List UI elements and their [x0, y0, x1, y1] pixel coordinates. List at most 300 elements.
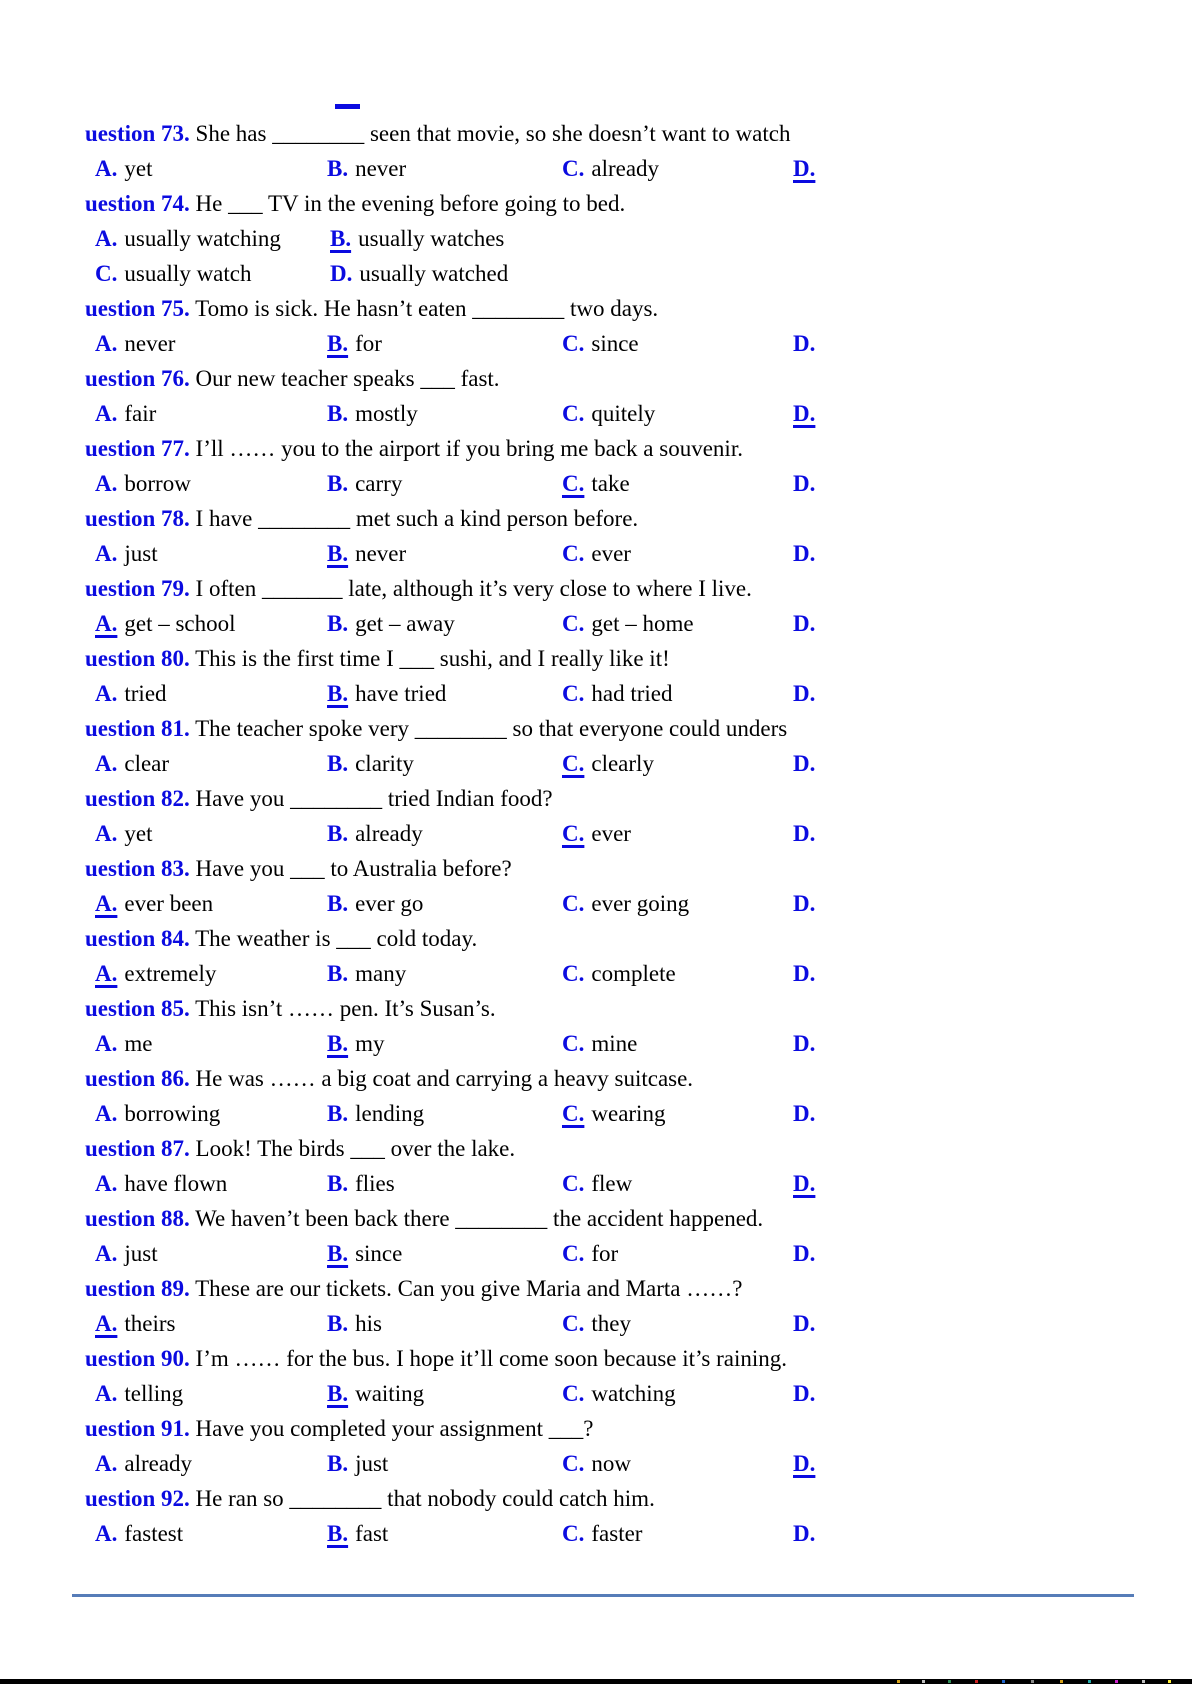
micro-speck — [1142, 1680, 1145, 1683]
question-row — [0, 1411, 1192, 1446]
question-label: uestion 87. — [85, 1136, 190, 1161]
question-label: uestion 75. — [85, 296, 190, 321]
question-row — [0, 711, 1192, 746]
option-letter: D. — [793, 1101, 816, 1126]
option-letter: D. — [793, 611, 816, 636]
option-text: me — [124, 1031, 153, 1056]
option-c[interactable] — [562, 1166, 632, 1201]
option-c[interactable] — [562, 1446, 631, 1481]
option-letter-correct: D. — [793, 156, 816, 181]
options-row — [0, 466, 1192, 501]
option-a[interactable] — [95, 1306, 175, 1341]
option-text: watching — [591, 1381, 676, 1406]
option-text: for — [355, 331, 382, 356]
option-c[interactable] — [562, 1096, 665, 1131]
options-row — [0, 1446, 1192, 1481]
options-row — [0, 606, 1192, 641]
option-b[interactable] — [327, 1516, 388, 1551]
option-letter: B. — [327, 891, 349, 916]
option-text: never — [355, 541, 407, 566]
question-row — [0, 1201, 1192, 1236]
question-label: uestion 74. — [85, 191, 190, 216]
option-c[interactable] — [562, 816, 631, 851]
option-b[interactable] — [327, 1446, 388, 1481]
option-text: carry — [355, 471, 403, 496]
option-a[interactable] — [95, 1236, 158, 1271]
option-c[interactable] — [562, 886, 689, 921]
option-letter: A. — [95, 1101, 118, 1126]
option-text: yet — [124, 156, 153, 181]
option-letter: C. — [562, 156, 585, 181]
option-a[interactable] — [95, 1446, 192, 1481]
option-d[interactable] — [793, 1446, 815, 1481]
option-a[interactable] — [95, 1026, 152, 1061]
option-b[interactable] — [327, 1376, 424, 1411]
option-d[interactable] — [793, 956, 815, 991]
question-row — [0, 1481, 1192, 1516]
micro-speck — [1168, 1680, 1171, 1683]
question-text: She has ________ seen that movie, so she doesn’t want to watch — [189, 121, 791, 146]
question-label: uestion 79. — [85, 576, 190, 601]
option-text: get – away — [355, 611, 455, 636]
options-row — [0, 1306, 1192, 1341]
footer-divider-rule — [72, 1594, 1134, 1597]
question-text: I often _______ late, although it’s very close to where I live. — [189, 576, 752, 601]
question-text: Have you completed your assignment ___? — [189, 1416, 594, 1441]
option-letter: A. — [95, 1521, 118, 1546]
options-row — [0, 1096, 1192, 1131]
question-row — [0, 571, 1192, 606]
question-list — [0, 116, 1192, 1551]
stray-blue-dash — [335, 104, 360, 109]
question-label: uestion 85. — [85, 996, 190, 1021]
option-text: fast — [355, 1521, 389, 1546]
option-letter-correct: B. — [327, 1381, 349, 1406]
option-letter: A. — [95, 401, 118, 426]
question-label: uestion 83. — [85, 856, 190, 881]
option-text: lending — [355, 1101, 425, 1126]
option-text: they — [591, 1311, 631, 1336]
option-letter: A. — [95, 541, 118, 566]
option-text: mine — [591, 1031, 638, 1056]
option-text: clearly — [591, 751, 654, 776]
option-letter: B. — [327, 1311, 349, 1336]
option-letter-correct: B. — [327, 1241, 349, 1266]
option-text: waiting — [355, 1381, 425, 1406]
option-letter: B. — [327, 1451, 349, 1476]
option-letter: D. — [793, 1241, 816, 1266]
question-label: uestion 81. — [85, 716, 190, 741]
option-d[interactable] — [793, 466, 815, 501]
option-letter: C. — [562, 331, 585, 356]
option-text: tried — [124, 681, 167, 706]
option-a[interactable] — [95, 396, 156, 431]
option-c[interactable] — [562, 1516, 642, 1551]
question-text: These are our tickets. Can you give Maria and Marta ……? — [189, 1276, 743, 1301]
option-text: had tried — [591, 681, 673, 706]
question-text: This isn’t …… pen. It’s Susan’s. — [189, 996, 496, 1021]
option-d[interactable] — [330, 256, 508, 291]
option-letter: D. — [793, 1381, 816, 1406]
option-letter: A. — [95, 156, 118, 181]
options-row — [0, 746, 1192, 781]
question-text: Have you ___ to Australia before? — [189, 856, 512, 881]
option-letter: A. — [95, 751, 118, 776]
option-text: flew — [591, 1171, 633, 1196]
question-row — [0, 291, 1192, 326]
option-text: fair — [124, 401, 157, 426]
question-label: uestion 78. — [85, 506, 190, 531]
options-row — [0, 256, 1192, 291]
option-text: since — [355, 1241, 403, 1266]
option-letter-correct: A. — [95, 891, 118, 916]
option-text: wearing — [591, 1101, 666, 1126]
option-text: fastest — [124, 1521, 184, 1546]
option-d[interactable] — [793, 1166, 815, 1201]
option-text: faster — [591, 1521, 643, 1546]
option-c[interactable] — [562, 746, 654, 781]
option-a[interactable] — [95, 886, 213, 921]
option-a[interactable] — [95, 1096, 220, 1131]
option-text: clarity — [355, 751, 414, 776]
option-a[interactable] — [95, 606, 236, 641]
option-letter: B. — [327, 1101, 349, 1126]
option-b[interactable] — [327, 746, 414, 781]
option-b[interactable] — [327, 1236, 402, 1271]
option-letter-correct: C. — [562, 471, 585, 496]
option-text: have flown — [124, 1171, 228, 1196]
option-c[interactable] — [562, 676, 672, 711]
option-d[interactable] — [793, 1306, 815, 1341]
option-text: flies — [355, 1171, 395, 1196]
option-letter: C. — [562, 1031, 585, 1056]
option-letter-correct: C. — [562, 821, 585, 846]
option-c[interactable] — [562, 151, 659, 186]
option-letter: B. — [327, 611, 349, 636]
option-text: take — [591, 471, 630, 496]
option-text: borrow — [124, 471, 191, 496]
question-text: I’ll …… you to the airport if you bring me back a souvenir. — [189, 436, 743, 461]
question-label: uestion 80. — [85, 646, 190, 671]
option-letter: C. — [562, 1311, 585, 1336]
option-d[interactable] — [793, 1026, 815, 1061]
option-d[interactable] — [793, 1096, 815, 1131]
question-label: uestion 86. — [85, 1066, 190, 1091]
option-letter: D. — [793, 1521, 816, 1546]
option-d[interactable] — [793, 326, 815, 361]
option-a[interactable] — [95, 221, 281, 256]
options-row — [0, 221, 1192, 256]
option-b[interactable] — [330, 221, 504, 256]
option-b[interactable] — [327, 151, 406, 186]
question-label: uestion 77. — [85, 436, 190, 461]
question-row — [0, 501, 1192, 536]
question-text: Have you ________ tried Indian food? — [189, 786, 553, 811]
option-text: ever — [591, 821, 631, 846]
option-a[interactable] — [95, 956, 216, 991]
option-c[interactable] — [95, 256, 251, 291]
option-a[interactable] — [95, 536, 158, 571]
option-text: already — [355, 821, 423, 846]
question-row — [0, 921, 1192, 956]
option-b[interactable] — [327, 326, 382, 361]
question-row — [0, 641, 1192, 676]
bottom-edge-bar — [0, 1679, 1192, 1684]
question-row — [0, 1341, 1192, 1376]
option-c[interactable] — [562, 396, 655, 431]
option-b[interactable] — [327, 816, 423, 851]
options-row — [0, 1236, 1192, 1271]
question-row — [0, 1131, 1192, 1166]
option-a[interactable] — [95, 1166, 227, 1201]
option-b[interactable] — [327, 676, 446, 711]
option-text: for — [591, 1241, 619, 1266]
option-letter: A. — [95, 1381, 118, 1406]
option-letter-correct: B. — [327, 331, 349, 356]
question-label: uestion 88. — [85, 1206, 190, 1231]
option-text: already — [124, 1451, 193, 1476]
option-letter: A. — [95, 331, 118, 356]
options-row — [0, 1026, 1192, 1061]
option-d[interactable] — [793, 1236, 815, 1271]
option-d[interactable] — [793, 536, 815, 571]
option-text: his — [355, 1311, 382, 1336]
option-text: ever — [591, 541, 631, 566]
option-a[interactable] — [95, 746, 169, 781]
option-d[interactable] — [793, 746, 815, 781]
option-letter: C. — [562, 541, 585, 566]
option-b[interactable] — [327, 956, 406, 991]
question-row — [0, 1061, 1192, 1096]
micro-speck — [1060, 1680, 1063, 1683]
question-row — [0, 361, 1192, 396]
option-d[interactable] — [793, 816, 815, 851]
option-letter: D. — [330, 261, 353, 286]
option-letter: B. — [327, 751, 349, 776]
question-row — [0, 186, 1192, 221]
option-d[interactable] — [793, 1516, 815, 1551]
option-letter: A. — [95, 681, 118, 706]
question-text: He ___ TV in the evening before going to bed. — [189, 191, 626, 216]
option-b[interactable] — [327, 1306, 382, 1341]
question-row — [0, 1271, 1192, 1306]
micro-speck — [922, 1680, 925, 1683]
option-text: clear — [124, 751, 170, 776]
options-row — [0, 1166, 1192, 1201]
option-letter: D. — [793, 331, 816, 356]
option-a[interactable] — [95, 816, 152, 851]
option-letter: A. — [95, 1171, 118, 1196]
option-letter-correct: C. — [562, 1101, 585, 1126]
option-text: my — [355, 1031, 385, 1056]
option-b[interactable] — [327, 466, 402, 501]
option-text: borrowing — [124, 1101, 221, 1126]
option-text: usually watched — [359, 261, 509, 286]
question-text: Tomo is sick. He hasn’t eaten ________ two days. — [189, 296, 659, 321]
micro-speck — [975, 1680, 978, 1683]
question-text: I’m …… for the bus. I hope it’ll come soon because it’s raining. — [189, 1346, 788, 1371]
question-label: uestion 76. — [85, 366, 190, 391]
option-text: have tried — [355, 681, 447, 706]
option-c[interactable] — [562, 1306, 631, 1341]
option-letter-correct: A. — [95, 961, 118, 986]
option-letter: B. — [327, 156, 349, 181]
option-b[interactable] — [327, 1096, 424, 1131]
question-text: Look! The birds ___ over the lake. — [189, 1136, 516, 1161]
option-a[interactable] — [95, 326, 175, 361]
options-row — [0, 151, 1192, 186]
option-d[interactable] — [793, 1376, 815, 1411]
option-text: just — [124, 1241, 158, 1266]
micro-speck — [1031, 1680, 1034, 1683]
options-row — [0, 326, 1192, 361]
option-letter: D. — [793, 751, 816, 776]
question-text: The weather is ___ cold today. — [189, 926, 478, 951]
option-d[interactable] — [793, 606, 815, 641]
option-letter: A. — [95, 1241, 118, 1266]
option-letter: B. — [327, 401, 349, 426]
options-row — [0, 536, 1192, 571]
options-row — [0, 886, 1192, 921]
question-label: uestion 84. — [85, 926, 190, 951]
question-label: uestion 82. — [85, 786, 190, 811]
option-d[interactable] — [793, 886, 815, 921]
option-text: complete — [591, 961, 676, 986]
option-c[interactable] — [562, 956, 676, 991]
option-text: extremely — [124, 961, 217, 986]
question-text: This is the first time I ___ sushi, and I really like it! — [189, 646, 670, 671]
question-text: We haven’t been back there ________ the accident happened. — [189, 1206, 764, 1231]
question-row — [0, 116, 1192, 151]
micro-speck — [948, 1680, 951, 1683]
option-text: ever going — [591, 891, 690, 916]
question-label: uestion 91. — [85, 1416, 190, 1441]
option-letter: D. — [793, 1311, 816, 1336]
option-d[interactable] — [793, 396, 815, 431]
option-letter: D. — [793, 961, 816, 986]
option-letter-correct: D. — [793, 1171, 816, 1196]
option-letter: C. — [562, 1521, 585, 1546]
option-text: just — [124, 541, 158, 566]
option-text: just — [355, 1451, 389, 1476]
options-row — [0, 676, 1192, 711]
option-a[interactable] — [95, 151, 152, 186]
option-letter: A. — [95, 821, 118, 846]
option-c[interactable] — [562, 1026, 637, 1061]
options-row — [0, 396, 1192, 431]
option-letter-correct: D. — [793, 401, 816, 426]
option-b[interactable] — [327, 396, 418, 431]
option-letter: C. — [562, 681, 585, 706]
micro-speck — [897, 1680, 900, 1683]
option-text: ever been — [124, 891, 214, 916]
question-text: The teacher spoke very ________ so that everyone could unders — [189, 716, 788, 741]
question-text: He was …… a big coat and carrying a heavy suitcase. — [189, 1066, 694, 1091]
option-text: telling — [124, 1381, 184, 1406]
option-text: usually watch — [124, 261, 252, 286]
option-b[interactable] — [327, 606, 455, 641]
option-letter: B. — [327, 471, 349, 496]
option-letter: D. — [793, 471, 816, 496]
option-text: mostly — [355, 401, 418, 426]
option-letter: C. — [95, 261, 118, 286]
question-row — [0, 851, 1192, 886]
option-c[interactable] — [562, 466, 630, 501]
option-d[interactable] — [793, 676, 815, 711]
option-letter: C. — [562, 1381, 585, 1406]
question-text: He ran so ________ that nobody could catch him. — [189, 1486, 655, 1511]
option-letter-correct: B. — [327, 1031, 349, 1056]
option-b[interactable] — [327, 536, 406, 571]
micro-speck — [1088, 1680, 1091, 1683]
option-letter: C. — [562, 961, 585, 986]
option-c[interactable] — [562, 606, 694, 641]
option-c[interactable] — [562, 1376, 676, 1411]
option-c[interactable] — [562, 326, 639, 361]
option-letter-correct: B. — [327, 681, 349, 706]
question-row — [0, 991, 1192, 1026]
option-text: since — [591, 331, 639, 356]
options-row — [0, 1516, 1192, 1551]
option-letter: A. — [95, 1031, 118, 1056]
option-a[interactable] — [95, 1376, 183, 1411]
option-letter: C. — [562, 611, 585, 636]
option-text: many — [355, 961, 407, 986]
question-label: uestion 92. — [85, 1486, 190, 1511]
option-letter-correct: B. — [327, 1521, 349, 1546]
option-a[interactable] — [95, 1516, 183, 1551]
option-text: usually watching — [124, 226, 281, 251]
question-label: uestion 89. — [85, 1276, 190, 1301]
option-d[interactable] — [793, 151, 815, 186]
question-text: Our new teacher speaks ___ fast. — [189, 366, 500, 391]
question-row — [0, 431, 1192, 466]
option-letter: C. — [562, 1451, 585, 1476]
option-a[interactable] — [95, 466, 191, 501]
option-letter-correct: D. — [793, 1451, 816, 1476]
option-c[interactable] — [562, 536, 631, 571]
option-text: ever go — [355, 891, 424, 916]
option-c[interactable] — [562, 1236, 618, 1271]
option-letter-correct: B. — [330, 226, 352, 251]
option-a[interactable] — [95, 676, 167, 711]
option-letter: D. — [793, 1031, 816, 1056]
option-letter: C. — [562, 1171, 585, 1196]
question-row — [0, 781, 1192, 816]
option-text: get – school — [124, 611, 236, 636]
option-text: never — [355, 156, 407, 181]
micro-speck — [1002, 1680, 1005, 1683]
option-text: quitely — [591, 401, 656, 426]
option-b[interactable] — [327, 1026, 384, 1061]
options-row — [0, 956, 1192, 991]
option-text: theirs — [124, 1311, 176, 1336]
option-letter: A. — [95, 471, 118, 496]
option-letter-correct: A. — [95, 1311, 118, 1336]
option-b[interactable] — [327, 886, 423, 921]
option-text: usually watches — [358, 226, 505, 251]
option-b[interactable] — [327, 1166, 395, 1201]
option-text: never — [124, 331, 176, 356]
option-letter: D. — [793, 821, 816, 846]
option-letter-correct: B. — [327, 541, 349, 566]
question-text: I have ________ met such a kind person before. — [189, 506, 639, 531]
option-letter: A. — [95, 226, 118, 251]
option-letter-correct: C. — [562, 751, 585, 776]
option-letter: C. — [562, 401, 585, 426]
option-letter: B. — [327, 1171, 349, 1196]
options-row — [0, 816, 1192, 851]
